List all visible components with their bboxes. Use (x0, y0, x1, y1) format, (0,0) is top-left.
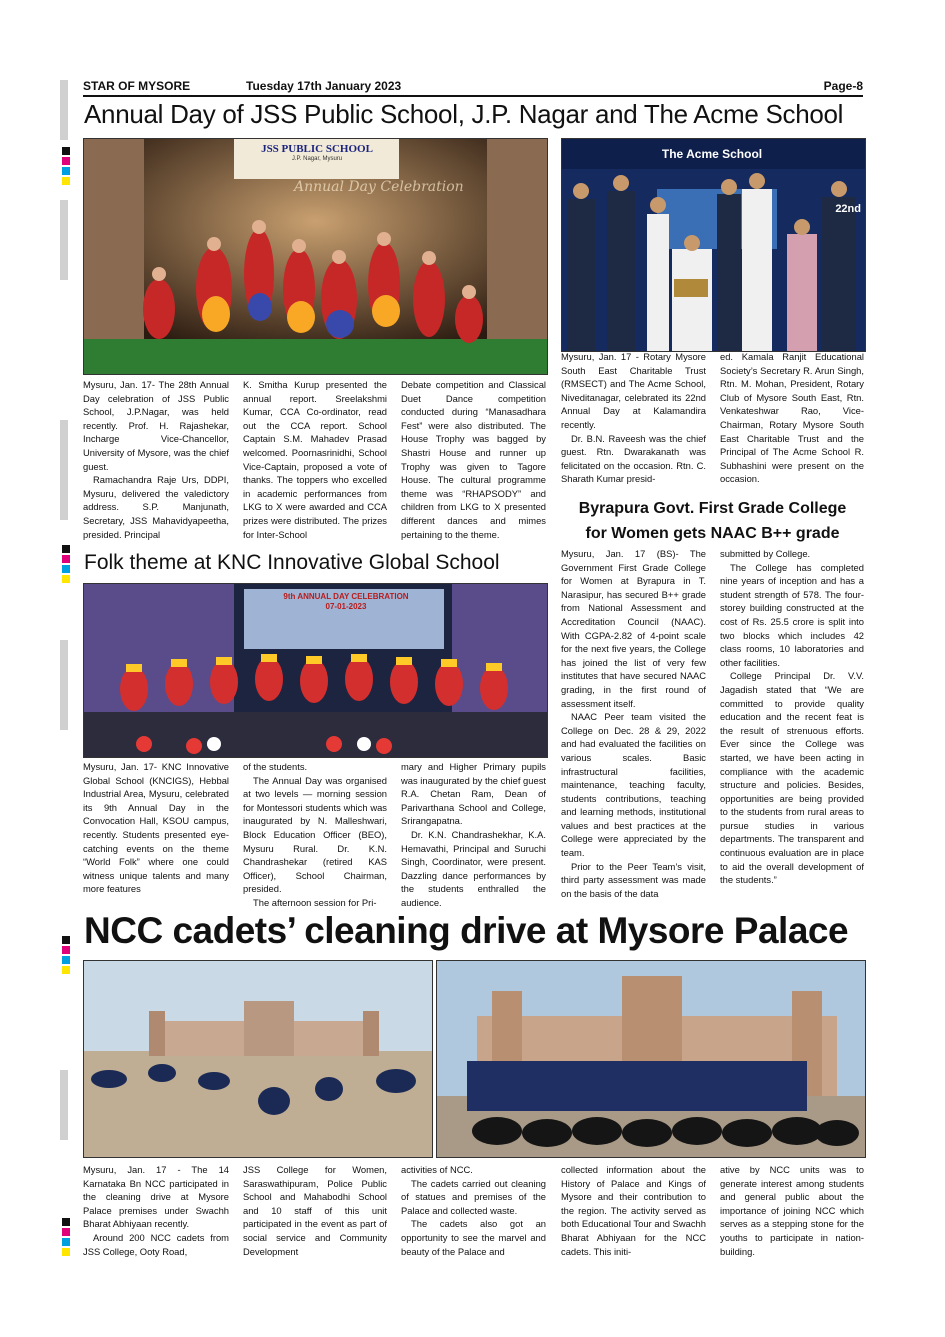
story4-col3-para1: activities of NCC. (401, 1164, 473, 1175)
reg-mark-cyan (62, 167, 70, 175)
stage-banner-sub: J.P. Nagar, Mysuru (291, 156, 343, 162)
story1-col4-para1: Mysuru, Jan. 17 - Rotary Mysore South East Charitable Trust (RMSECT) and The Acme School, Niveditanagar, celebrated its 22nd Annual Day at Kalamandira recently. (561, 351, 706, 430)
story2-col3-para1: mary and Higher Primary pupils was inaugurated by the chief guest R.A. Chetan Ram, Dean of Parivarthana School and College, Srirangapatna. (401, 761, 546, 827)
story4-col1 (83, 1163, 229, 1258)
story2-col2-para2: The Annual Day was organised at two levels — morning session for Montessori students which was inaugurated by N. Malleshwari, Block Education Officer (BEO), Mysuru Rural. Dr. K.N. Chandrashekar (retired KAS Officer), School Chairman, presided. (243, 774, 387, 895)
headline-knc-folk: Folk theme at KNC Innovative Global School (84, 551, 500, 574)
headline-byrapura-line2: for Women gets NAAC B++ grade (585, 525, 840, 542)
story4-col1-para1: Mysuru, Jan. 17 - The 14 Karnataka Bn NCC participated in the cleaning drive at Mysore Palace premises under Swachh Bharat Abhiyaan recently. (83, 1164, 229, 1230)
story3-col1 (561, 547, 706, 900)
story1-col4-para2: Dr. B.N. Raveesh was the chief guest. Rtn. Dwarakanath was felicitated on the occasion. Rtn. C. Sharath Kumar presid- (561, 432, 706, 485)
story1-col5-para1: ed. Kamala Ranjit Educational Society’s Secretary R. Arun Singh, Rtn. M. Mohan, President, Rotary Club of Mysore South East, Rtn. Venkateshwar Rao, Vice-Chairman, Rotary Mysore South East Charitable Trust and the Principal of The Acme School R. Subhashini were present on the occasion. (720, 351, 864, 485)
margin-bar (60, 200, 68, 280)
story3-col2-para3: College Principal Dr. V.V. Jagadish stated that “We are committed to provide quality education and the recent feat is the result of strenuous efforts. Ever since the College was started, we have been acting in compliance with the academic structure and policies. Besides, opportunities are being provided to the students from rural areas to pursue studies in various departments. The transparent and continuous evaluation are in place to aid the overall development of the students.” (720, 670, 864, 886)
story1-col3-para1: Debate competition and Classical Duet Dance competition conducted during “Manasadhara Fest” were also distributed. The House Trophy was bagged by Shastri House and runner up Trophy was given to Tagore House. The cultural programme theme was “RHAPSODY” and children from LKG to X presented different dances and mimes pertaining to the theme. (401, 379, 546, 540)
story4-col1-para2: Around 200 NCC cadets from JSS College, Ooty Road, (83, 1231, 229, 1257)
story3-col2-para1: submitted by College. (720, 548, 811, 559)
stage-banner-title: JSS PUBLIC SCHOOL (261, 143, 373, 155)
story4-col5 (720, 1163, 864, 1258)
margin-bar (60, 420, 68, 520)
story4-col3 (401, 1163, 546, 1258)
masthead (83, 77, 863, 95)
reg-mark-black (62, 1218, 70, 1226)
story2-col1-para1: Mysuru, Jan. 17- KNC Innovative Global School (KNCIGS), Hebbal Industrial Area, Mysuru, celebrated its 9th Annual Day in the Convocation Hall, KSOU campus, recently. Students presented eye-catching events on the theme “World Folk” where one could witness unique talents and many more features (83, 761, 229, 895)
reg-mark-magenta (62, 555, 70, 563)
story4-col2 (243, 1163, 387, 1258)
knc-banner-date: 07-01-2023 (325, 602, 367, 611)
story2-col2-para3: The afternoon session for Pri- (253, 896, 377, 908)
story3-col2-para2: The College has completed nine years of inception and has a student strength of 578. The four-storey building constructed at the cost of Rs. 25.5 crore is split into two blocks which includes 42 class rooms, 10 laboratories and other facilities. (720, 561, 864, 668)
margin-bar (60, 1070, 68, 1140)
story3-col1-para3: Prior to the Peer Team’s visit, third party assessment was made on the basis of the data (561, 860, 706, 899)
acme-anniversary-number: 22nd (835, 203, 861, 215)
story2-col2 (243, 760, 387, 910)
reg-mark-yellow (62, 966, 70, 974)
reg-mark-cyan (62, 565, 70, 573)
ncc-cleaning-illustration (84, 961, 432, 1157)
story2-col2-para1: of the students. (243, 761, 308, 772)
story1-col5 (720, 350, 864, 486)
reg-mark-yellow (62, 177, 70, 185)
ncc-group-illustration (437, 961, 865, 1157)
reg-mark-magenta (62, 1228, 70, 1236)
paper-name: STAR OF MYSORE (83, 79, 191, 93)
masthead-rule (83, 95, 863, 97)
story3-col1-para1: Mysuru, Jan. 17 (BS)- The Government First Grade College for Women at Byrapura in T. Narasipur, has secured B++ grade from National Assessment and Accreditation Council (NAAC). With CGPA-2.82 of 4-point scale for the next five years, the College has joined the list of very few institutes that have secured NAAC grading, in the first round of assessment itself. (561, 548, 706, 709)
story4-col4-para1: collected information about the History of Palace and Kings of Mysore and their contribution to the region. The activity served as both Educational Tour and Swachh Bharat Abhiyaan for the NCC cadets. This initi- (561, 1164, 706, 1257)
story1-col2-para1: K. Smitha Kurup presented the annual report. Sreelakshmi Kumar, CCA Co-ordinator, read out the CCA report. School Captain S.M. Mahadev Prasad welcomed. Poornasrinidhi, School Vice-Captain, proposed a vote of thanks. The toppers who excelled in academic performances from LKG to X were awarded and CCA prizes were distributed. The prizes for Inter-School (243, 379, 387, 540)
photo-acme-school-guests (561, 138, 866, 352)
acme-group-illustration (562, 139, 865, 351)
dance-stage-illustration (84, 139, 547, 374)
reg-mark-cyan (62, 1238, 70, 1246)
story1-col1-para2: Ramachandra Raje Urs, DDPI, Mysuru, delivered the valedictory address. S.P. Manjunath, Secretary, JSS Mahavidyapeetha, presided. Principal (83, 474, 229, 540)
story4-col2-para1: JSS College for Women, Saraswathipuram, Police Public School and Mahabodhi School and 10 staff of this unit participated in the event as part of social service and Community Development (243, 1164, 387, 1257)
photo-jss-dancers (83, 138, 548, 375)
story1-col2 (243, 378, 387, 541)
story3-col2 (720, 547, 864, 887)
reg-mark-magenta (62, 946, 70, 954)
reg-mark-cyan (62, 956, 70, 964)
margin-bar (60, 640, 68, 730)
headline-annual-day: Annual Day of JSS Public School, J.P. Nagar and The Acme School (84, 99, 844, 129)
reg-mark-black (62, 147, 70, 155)
photo-knc-folk-dance (83, 583, 548, 758)
issue-date: Tuesday 17th January 2023 (246, 79, 402, 93)
story1-col1-para1: Mysuru, Jan. 17- The 28th Annual Day celebration of JSS Public School, J.P.Nagar, was held recently. Prof. H. Rajashekar, Incharge Vice-Chancellor, University of Mysore, was the chief guest. (83, 379, 229, 472)
margin-bar (60, 80, 68, 140)
story1-col1 (83, 378, 229, 541)
reg-mark-magenta (62, 157, 70, 165)
photo-ncc-cleaning (83, 960, 433, 1158)
story2-col3-para2: Dr. K.N. Chandrashekhar, K.A. Hemavathi, Principal and Suruchi Singh, Coordinator, were present. Dazzling dance performances by the students enthralled the audience. (401, 828, 546, 908)
headline-byrapura-line1: Byrapura Govt. First Grade College (578, 500, 847, 517)
story2-col3 (401, 760, 546, 910)
acme-banner-title: The Acme School (661, 147, 763, 161)
reg-mark-black (62, 545, 70, 553)
story3-col1-para2: NAAC Peer team visited the College on Dec. 28 & 29, 2022 and had evaluated the facilities on various scales. Basic infrastructural facilities, maintenance, teaching faculty, students contributions, teaching and learning methods, institutional values and best practices at the College were appreciated by the team. (561, 711, 706, 859)
story2-col1 (83, 760, 229, 896)
story1-col3 (401, 378, 546, 541)
story1-col4 (561, 350, 706, 486)
photo-ncc-cadets-group (436, 960, 866, 1158)
story4-col3-para2: The cadets carried out cleaning of statues and premises of the Palace and collected waste. (401, 1177, 546, 1216)
knc-banner-title: 9th ANNUAL DAY CELEBRATION (283, 592, 409, 601)
reg-mark-black (62, 936, 70, 944)
reg-mark-yellow (62, 575, 70, 583)
story4-col3-para3: The cadets also got an opportunity to see the marvel and beauty of the Palace and (401, 1218, 546, 1257)
reg-mark-yellow (62, 1248, 70, 1256)
story4-col5-para1: ative by NCC units was to generate interest among students and general public about the importance of joining NCC which serves as a stepping stone for the youths to participate in nation-building. (720, 1164, 864, 1257)
stage-backdrop-script: Annual Day Celebration (294, 179, 464, 195)
story4-col4 (561, 1163, 706, 1258)
headline-ncc-cleaning: NCC cadets’ cleaning drive at Mysore Palace (84, 910, 849, 951)
page-number: Page-8 (823, 79, 863, 93)
